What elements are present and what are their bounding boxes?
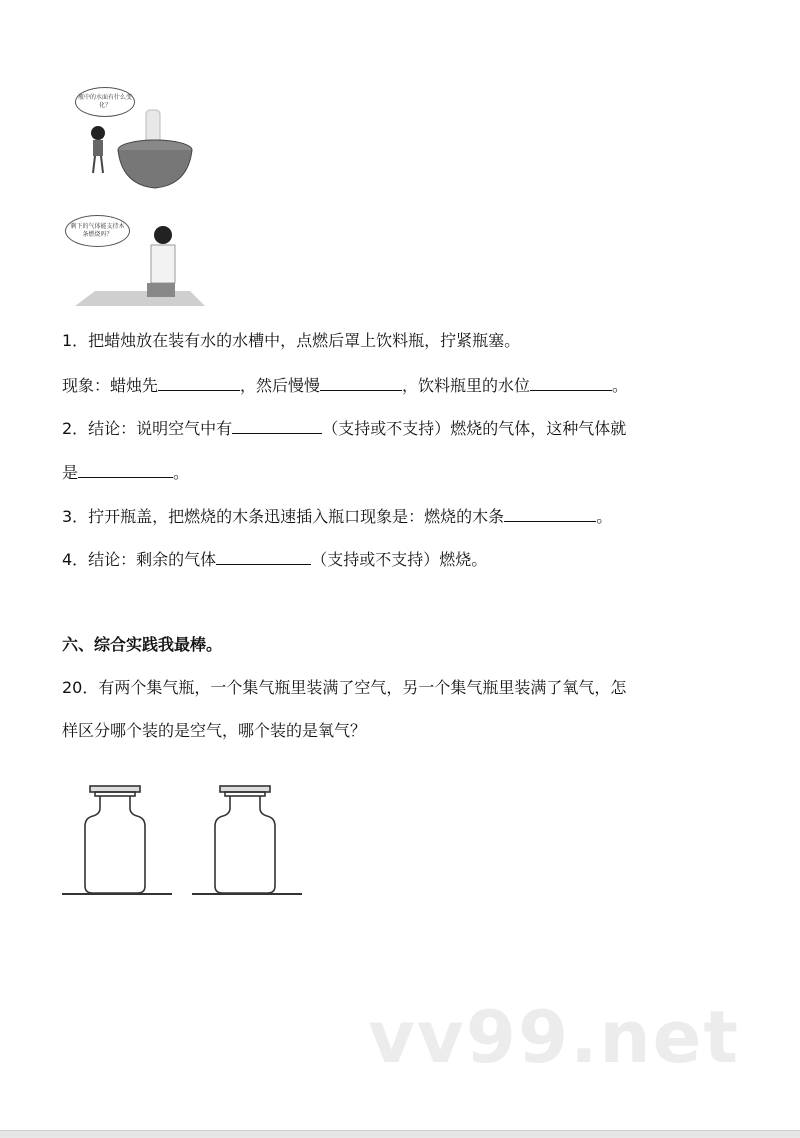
- bubble-text: 剩下的气体能支持木条燃烧吗？: [70, 223, 125, 238]
- text: （支持或不支持）燃烧的气体，这种气体就: [322, 419, 627, 438]
- answer-blank[interactable]: [158, 374, 240, 391]
- text: ，饮料瓶里的水位: [402, 376, 531, 395]
- question-3: [62, 505, 612, 527]
- gas-bottles-figure: [55, 780, 315, 900]
- gas-bottle-icon: [62, 786, 172, 894]
- text: 。: [612, 376, 629, 395]
- answer-blank[interactable]: [504, 505, 596, 522]
- speech-bubble: [75, 87, 135, 117]
- speech-bubble: [65, 215, 130, 247]
- question-20-line-1: 20．有两个集气瓶，一个集气瓶里装满了空气，另一个集气瓶里装满了氧气，怎: [62, 678, 627, 697]
- question-1-phenomenon: [62, 374, 628, 396]
- question-20-line-2: 样区分哪个装的是空气，哪个装的是氧气？: [62, 721, 367, 740]
- question-2-cont: [62, 461, 189, 483]
- text: 。: [596, 507, 613, 526]
- question-2: [62, 417, 626, 439]
- text: 现象：蜡烛先: [62, 376, 159, 395]
- experiment-illustration-bowl: [65, 85, 215, 195]
- text: 3．拧开瓶盖，把燃烧的木条迅速插入瓶口现象是：燃烧的木条: [62, 507, 505, 526]
- question-1: 1．把蜡烛放在装有水的水槽中，点燃后罩上饮料瓶，拧紧瓶塞。: [62, 331, 521, 350]
- section-heading: 六、综合实践我最棒。: [62, 635, 223, 654]
- answer-blank[interactable]: [78, 461, 173, 478]
- text: ，然后慢慢: [240, 376, 321, 395]
- question-4: [62, 548, 487, 570]
- text: （支持或不支持）燃烧。: [311, 550, 488, 569]
- watermark: vv99.net: [368, 995, 740, 1079]
- text: 。: [173, 463, 190, 482]
- answer-blank[interactable]: [530, 374, 612, 391]
- answer-blank[interactable]: [216, 548, 311, 565]
- text: 是: [62, 463, 79, 482]
- text: 2．结论：说明空气中有: [62, 419, 233, 438]
- answer-blank[interactable]: [232, 417, 322, 434]
- bubble-text: 瓶中的水面有什么变化？: [78, 94, 133, 109]
- text: 4．结论：剩余的气体: [62, 550, 217, 569]
- gas-bottle-icon: [192, 786, 302, 894]
- experiment-illustration-stick: [65, 213, 215, 313]
- answer-blank[interactable]: [320, 374, 402, 391]
